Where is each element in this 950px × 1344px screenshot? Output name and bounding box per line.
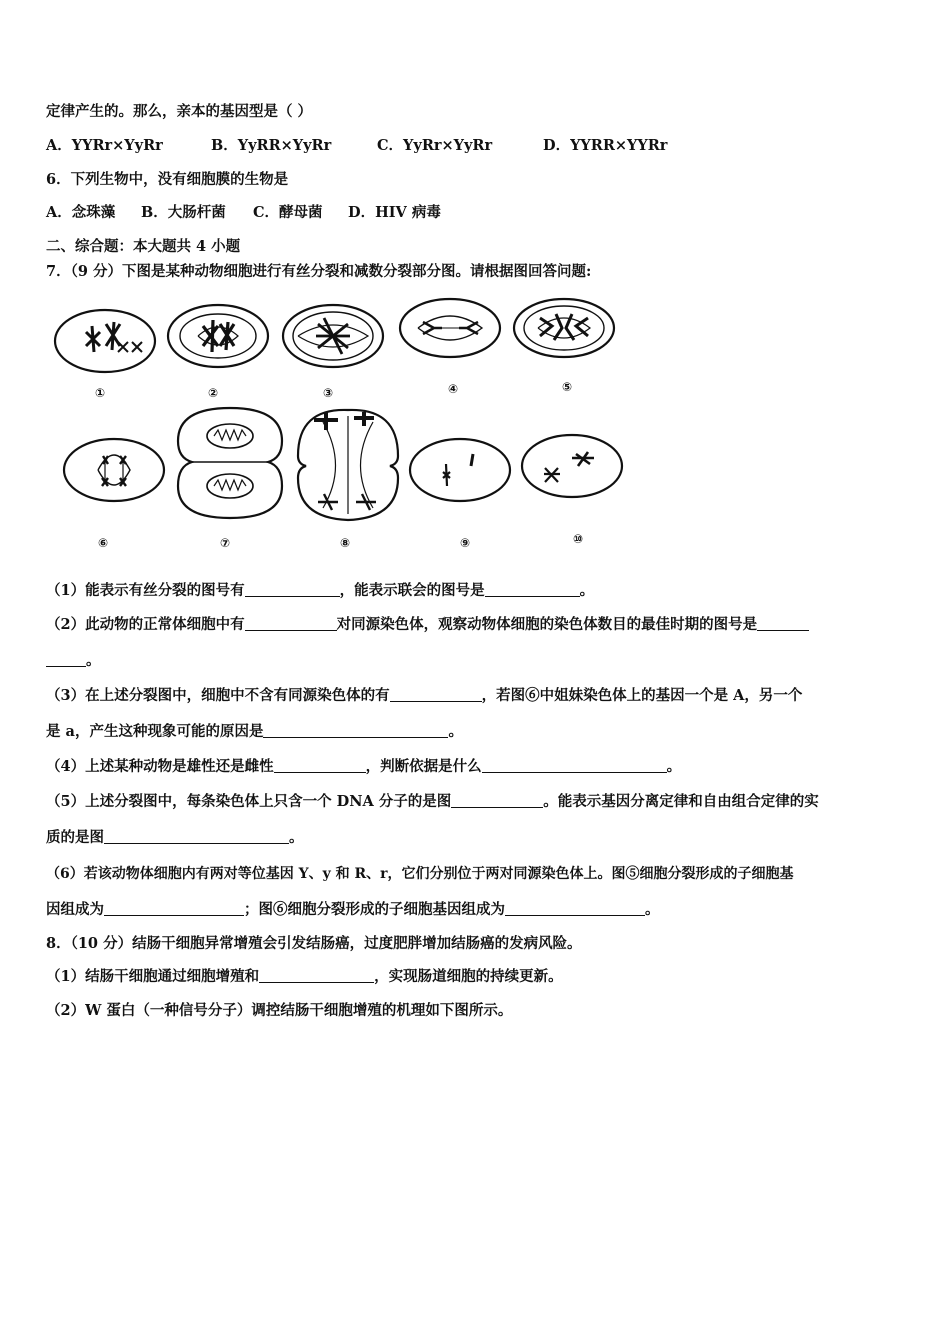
answer-blank[interactable] <box>757 616 809 631</box>
answer-blank[interactable] <box>451 793 543 808</box>
answer-blank[interactable] <box>485 582 580 597</box>
q5-option-a: A．YYRr×YyRr <box>46 137 163 154</box>
q7-p5-text-a: （5）上述分裂图中，每条染色体上只含一个 DNA 分子的是图 <box>46 793 452 810</box>
figure-label-7: ⑦ <box>220 536 231 550</box>
q8-part-1 <box>46 967 563 987</box>
q8-part-2: （2）W 蛋白（一种信号分子）调控结肠干细胞增殖的机理如下图所示。 <box>46 1002 513 1019</box>
q7-part-1 <box>46 581 594 601</box>
q8-p1-text-b: ，实现肠道细胞的持续更新。 <box>374 968 563 985</box>
q7-part-4 <box>46 757 681 777</box>
q6-option-a: A．念珠藻 <box>46 204 116 221</box>
q7-p4-text-c: 。 <box>666 758 682 775</box>
q6-option-b: B．大肠杆菌 <box>141 204 226 221</box>
q7-p6-text-a: （6）若该动物体细胞内有两对等位基因 Y、y 和 R、r，它们分别位于两对同源染色体上。图⑤细胞分裂形成的子细胞基 <box>46 866 794 882</box>
q8-stem: 8．（10 分）结肠干细胞异常增殖会引发结肠癌，过度肥胖增加结肠癌的发病风险。 <box>46 935 582 952</box>
q7-p6-text-b: 因组成为 <box>46 901 104 918</box>
q6-options <box>46 203 441 223</box>
q7-p4-text-b: ，判断依据是什么 <box>365 758 482 775</box>
cell-5 <box>514 299 614 357</box>
q5-option-c: C．YyRr×YyRr <box>377 137 493 154</box>
q7-part-2 <box>46 615 809 635</box>
q7-part-3 <box>46 686 802 706</box>
cell-9 <box>410 439 510 501</box>
answer-blank[interactable] <box>390 687 482 702</box>
q7-p2-text-a: （2）此动物的正常体细胞中有 <box>46 616 245 633</box>
q7-p1-text-a: （1）能表示有丝分裂的图号有 <box>46 582 245 599</box>
answer-blank[interactable] <box>274 758 366 773</box>
cell-10 <box>522 435 622 497</box>
cell-1 <box>55 310 155 372</box>
q7-p5-text-d: 。 <box>289 829 304 846</box>
figure-label-6: ⑥ <box>98 536 109 550</box>
q6-stem: 6．下列生物中，没有细胞膜的生物是 <box>46 171 289 188</box>
figure-label-2: ② <box>208 386 219 400</box>
q6-option-d: D．HIV 病毒 <box>348 204 441 221</box>
q7-p1-text-b: ，能表示联会的图号是 <box>339 582 485 599</box>
figure-label-1: ① <box>95 386 106 400</box>
answer-blank[interactable] <box>482 758 667 773</box>
q5-stem-end: 定律产生的。那么，亲本的基因型是（ ） <box>46 103 313 120</box>
q5-options <box>46 136 667 156</box>
answer-blank[interactable] <box>104 901 244 916</box>
answer-blank[interactable] <box>259 968 374 983</box>
q7-part-5-cont <box>46 828 304 848</box>
answer-blank[interactable] <box>263 723 448 738</box>
answer-blank[interactable] <box>505 901 645 916</box>
figure-label-8: ⑧ <box>340 536 351 550</box>
q6-option-c: C．酵母菌 <box>253 204 323 221</box>
cell-3 <box>283 305 383 367</box>
figure-label-9: ⑨ <box>460 536 471 550</box>
cell-8 <box>298 410 398 520</box>
cell-4 <box>400 299 500 357</box>
q7-p3-text-c: 是 a，产生这种现象可能的原因是 <box>46 723 264 740</box>
figure-label-10: ⑩ <box>573 532 584 546</box>
q7-stem: 7．（9 分）下图是某种动物细胞进行有丝分裂和减数分裂部分图。请根据图回答问题: <box>46 263 592 280</box>
cell-6 <box>64 439 164 501</box>
figure-label-3: ③ <box>323 386 334 400</box>
q5-option-b: B．YyRR×YyRr <box>211 137 332 154</box>
q8-p1-text-a: （1）结肠干细胞通过细胞增殖和 <box>46 968 260 985</box>
figure-label-5: ⑤ <box>562 380 573 394</box>
q7-part-3-cont <box>46 722 463 742</box>
q7-part-5 <box>46 792 819 812</box>
answer-blank[interactable] <box>245 616 337 631</box>
cell-2 <box>168 305 268 367</box>
cell-7 <box>178 408 282 518</box>
q7-p6-text-c: ；图⑥细胞分裂形成的子细胞基因组成为 <box>244 901 505 918</box>
q5-option-d: D．YYRR×YYRr <box>543 137 668 154</box>
answer-blank[interactable] <box>46 652 86 667</box>
q7-p3-text-b: ，若图⑥中姐妹染色体上的基因一个是 A，另一个 <box>481 687 803 704</box>
q7-p3-text-d: 。 <box>448 723 463 740</box>
q7-p2-text-b: 对同源染色体，观察动物体细胞的染色体数目的最佳时期的图号是 <box>336 616 758 633</box>
q7-p5-text-b: 。能表示基因分离定律和自由组合定律的实 <box>543 793 819 810</box>
q7-part-6-cont <box>46 900 660 920</box>
q7-p2-text-c: 。 <box>86 652 101 669</box>
answer-blank[interactable] <box>245 582 340 597</box>
q7-p4-text-a: （4）上述某种动物是雄性还是雌性 <box>46 758 274 775</box>
figure-label-4: ④ <box>448 382 459 396</box>
q7-p1-text-c: 。 <box>579 582 595 599</box>
q7-p3-text-a: （3）在上述分裂图中，细胞中不含有同源染色体的有 <box>46 687 390 704</box>
q7-p5-text-c: 质的是图 <box>46 829 104 846</box>
q7-p6-text-d: 。 <box>645 901 660 918</box>
q7-part-6 <box>46 864 794 884</box>
cell-division-figure <box>48 296 648 558</box>
q7-part-2-cont <box>46 651 101 671</box>
answer-blank[interactable] <box>104 829 289 844</box>
section-title: 二、综合题：本大题共 4 小题 <box>46 238 241 255</box>
